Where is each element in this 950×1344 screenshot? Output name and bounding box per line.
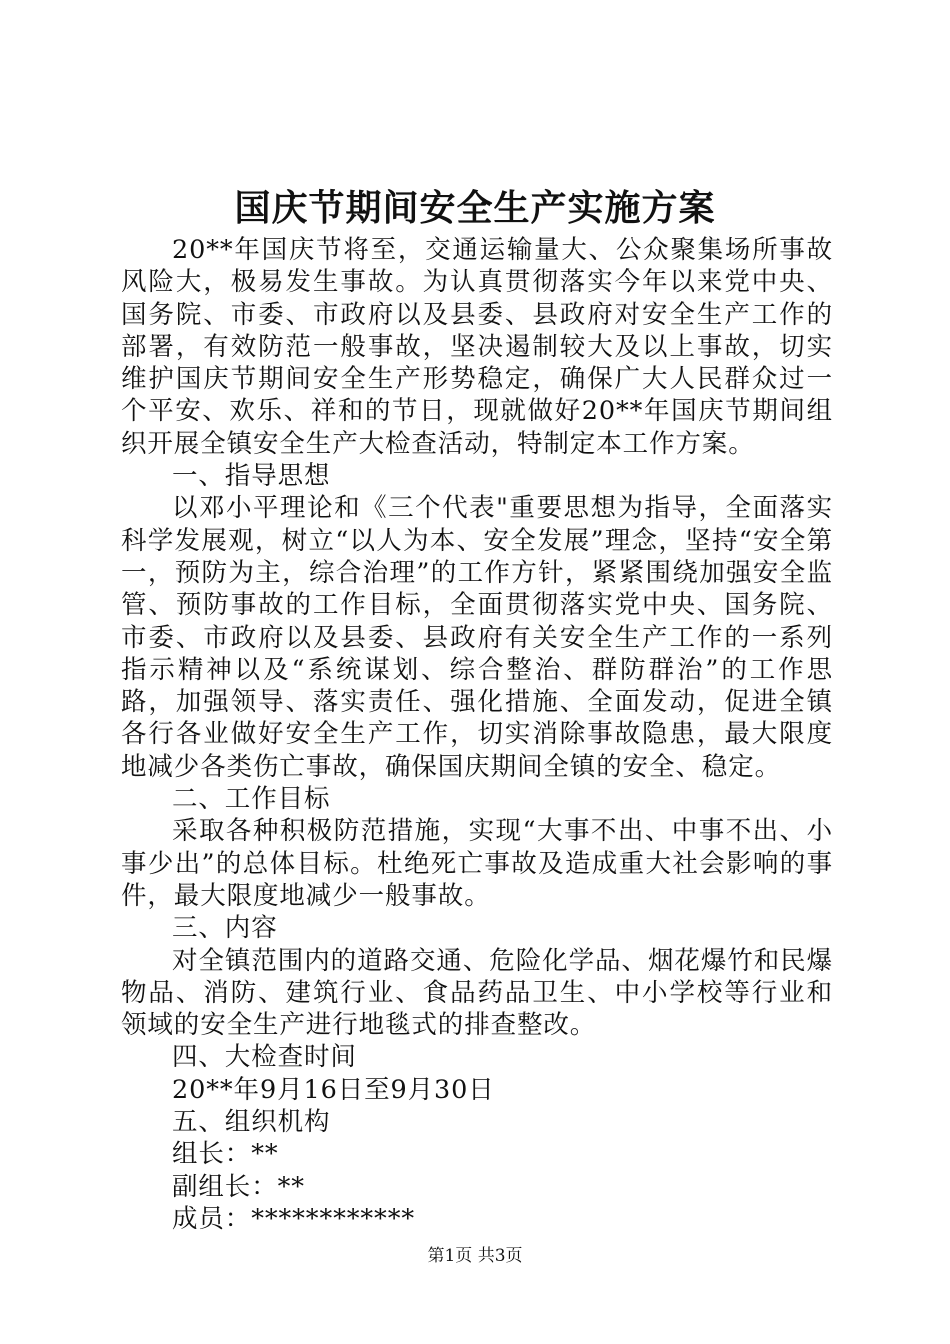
- document-title: 国庆节期间安全生产实施方案: [234, 187, 716, 229]
- intro-paragraph: 20**年国庆节将至，交通运输量大、公众聚集场所事故风险大，极易发生事故。为认真贯彻落实今年以来党中央、国务院、市委、市政府以及县委、县政府对安全生产工作的部署，有效防范一般事故，坚决遏制较大及以上事故，切实维护国庆节期间安全生产形势稳定，确保广大人民群众过一个平安、欢乐、祥和的节日，现就做好20**年国庆节期间组织开展全镇安全生产大检查活动，特制定本工作方案。: [121, 235, 833, 459]
- section-text-inspection-time: 20**年9月16日至9月30日: [172, 1074, 495, 1105]
- section-heading-content: 三、内容: [172, 913, 278, 944]
- section-text-guiding-ideology: 以邓小平理论和《三个代表"重要思想为指导，全面落实科学发展观，树立“以人为本、安全发展”理念，坚持“安全第一，预防为主，综合治理”的工作方针，紧紧围绕加强安全监管、预防事故的工作目标，全面贯彻落实党中央、国务院、市委、市政府以及县委、县政府有关安全生产工作的一系列指示精神以及“系统谋划、综合整治、群防群治”的工作思路，加强领导、落实责任、强化措施、全面发动，促进全镇各行各业做好安全生产工作，切实消除事故隐患，最大限度地减少各类伤亡事故，确保国庆期间全镇的安全、稳定。: [121, 493, 833, 782]
- section-heading-inspection-time: 四、大检查时间: [172, 1042, 357, 1073]
- section-text-content: 对全镇范围内的道路交通、危险化学品、烟花爆竹和民爆物品、消防、建筑行业、食品药品卫生、中小学校等行业和领域的安全生产进行地毯式的排查整改。: [121, 945, 833, 1041]
- section-text-work-goals: 采取各种积极防范措施，实现“大事不出、中事不出、小事少出”的总体目标。杜绝死亡事故及造成重大社会影响的事件，最大限度地减少一般事故。: [121, 816, 833, 911]
- group-leader-line: 组长：**: [172, 1139, 279, 1170]
- section-heading-guiding-ideology: 一、指导思想: [172, 461, 331, 492]
- deputy-leader-line: 副组长：**: [172, 1171, 305, 1202]
- section-heading-organization: 五、组织机构: [172, 1107, 331, 1138]
- document-body: [121, 234, 833, 1235]
- members-line: 成员：************: [172, 1203, 416, 1234]
- section-heading-work-goals: 二、工作目标: [172, 784, 331, 815]
- page-footer: 第1页 共3页: [427, 1246, 523, 1266]
